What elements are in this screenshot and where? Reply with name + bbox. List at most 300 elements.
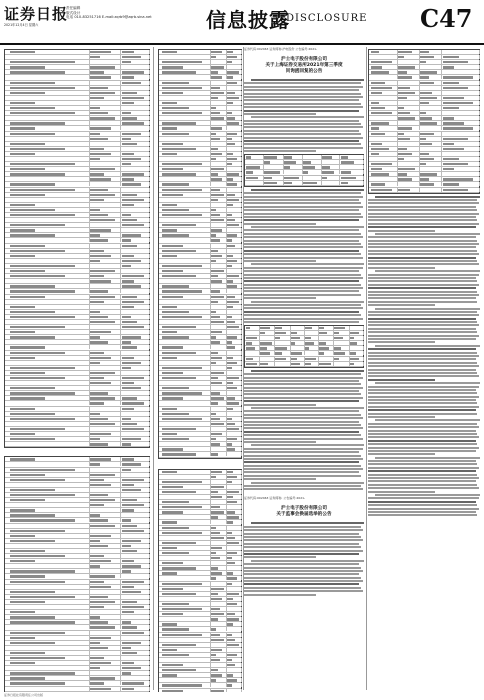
illegible-text (90, 270, 115, 272)
table-cell (226, 510, 242, 514)
illegible-text (162, 127, 177, 129)
table-cell (89, 233, 122, 237)
illegible-text (227, 326, 239, 328)
table-cell (210, 432, 227, 436)
illegible-text-line (368, 338, 476, 340)
table-cell (210, 556, 227, 560)
table-cell (226, 561, 242, 565)
table-cell (226, 627, 242, 631)
illegible-text (211, 618, 218, 620)
table-cell (226, 274, 242, 278)
table-cell (369, 60, 398, 64)
illegible-text (371, 112, 392, 114)
illegible-text (211, 608, 220, 610)
table-cell (349, 351, 364, 355)
table-cell (5, 116, 90, 120)
illegible-text (90, 148, 103, 150)
table-cell (226, 587, 242, 591)
illegible-text (122, 153, 134, 155)
illegible-text-line (368, 487, 479, 489)
illegible-text-line (244, 587, 361, 589)
column-announcement (244, 47, 364, 692)
table-cell (397, 75, 420, 79)
table-cell (120, 671, 150, 675)
illegible-text (10, 637, 35, 639)
table-cell (245, 331, 260, 335)
table-cell (226, 284, 242, 288)
illegible-text (246, 347, 255, 349)
illegible-text (420, 97, 437, 99)
table-cell (441, 121, 481, 125)
table-cell (89, 437, 122, 441)
table-cell (5, 554, 90, 558)
table-cell (283, 165, 303, 169)
illegible-text (122, 163, 131, 165)
illegible-text (90, 540, 100, 542)
table-cell (159, 485, 211, 489)
table-cell (89, 60, 122, 64)
illegible-text (227, 557, 231, 559)
table-cell (369, 111, 398, 115)
table-cell (441, 96, 481, 100)
table-cell (120, 681, 150, 685)
illegible-text (162, 418, 202, 420)
illegible-text (90, 178, 111, 180)
illegible-text (371, 122, 389, 124)
table-cell (120, 320, 150, 324)
illegible-text (162, 628, 189, 630)
table-cell (5, 687, 90, 691)
table-cell (275, 357, 291, 361)
table-cell (159, 597, 211, 601)
table-cell (5, 483, 90, 487)
illegible-text (90, 234, 100, 236)
illegible-text-line (244, 311, 359, 313)
table-cell (120, 600, 150, 604)
table-cell (5, 330, 90, 334)
illegible-text (227, 491, 239, 493)
illegible-text (10, 509, 35, 511)
table-cell (210, 177, 227, 181)
table-cell (89, 208, 122, 212)
table-cell (89, 198, 122, 202)
illegible-text-line (244, 140, 359, 142)
table-cell (226, 188, 242, 192)
illegible-text (211, 117, 224, 119)
illegible-text (334, 332, 339, 334)
table-cell (210, 249, 227, 253)
illegible-text (371, 153, 379, 155)
table-cell (5, 81, 90, 85)
illegible-text-line (244, 257, 363, 259)
illegible-text (227, 448, 235, 450)
table-cell (5, 422, 90, 426)
table-cell (5, 70, 90, 74)
table-cell (210, 55, 227, 59)
table-cell (5, 508, 90, 512)
illegible-text (10, 107, 55, 109)
illegible-text (211, 92, 224, 94)
table-cell (89, 172, 122, 176)
illegible-text (275, 347, 287, 349)
table-cell (159, 366, 211, 370)
illegible-text (371, 133, 386, 135)
table-cell (120, 544, 150, 548)
table-cell (159, 238, 211, 242)
announcement-title (244, 506, 364, 518)
illegible-text (122, 530, 144, 532)
table-cell (210, 452, 227, 456)
illegible-text-line (368, 335, 479, 337)
table-cell (89, 503, 122, 507)
illegible-text-line (251, 301, 364, 303)
illegible-text (90, 667, 100, 669)
table-cell (339, 170, 364, 174)
table-cell (210, 101, 227, 105)
table-cell (226, 622, 242, 626)
table-cell (283, 170, 303, 174)
table-cell (369, 75, 398, 79)
table-cell (5, 188, 90, 192)
table-cell (5, 595, 90, 599)
table-cell (226, 152, 242, 156)
illegible-text (211, 260, 216, 262)
table-cell (259, 326, 275, 330)
table-cell (89, 121, 122, 125)
table-cell (226, 162, 242, 166)
table-cell (226, 427, 242, 431)
illegible-text (211, 199, 218, 201)
table-cell (210, 633, 227, 637)
illegible-text (122, 326, 144, 328)
table-cell (120, 615, 150, 619)
table-cell (89, 427, 122, 431)
illegible-text-line (368, 386, 479, 388)
table-cell (5, 559, 90, 563)
illegible-text (122, 621, 131, 623)
table-cell (397, 65, 420, 69)
illegible-text (246, 177, 258, 179)
header-rule (0, 43, 484, 45)
illegible-text (162, 664, 183, 666)
illegible-text-line (244, 533, 359, 535)
illegible-text (211, 127, 222, 129)
table-cell (369, 121, 398, 125)
illegible-text (291, 342, 295, 344)
table-cell (120, 590, 150, 594)
table-cell (210, 668, 227, 672)
table-cell (226, 592, 242, 596)
table-cell (226, 689, 242, 692)
illegible-text-line (244, 96, 363, 98)
table-cell (89, 605, 122, 609)
illegible-text (227, 341, 231, 343)
table-cell (159, 658, 211, 662)
illegible-text (10, 194, 45, 196)
illegible-text (90, 494, 107, 496)
table-cell (210, 152, 227, 156)
table-cell (5, 600, 90, 604)
illegible-text (246, 342, 252, 344)
table-cell (226, 126, 242, 130)
illegible-text-line (368, 341, 435, 343)
table-cell (5, 493, 90, 497)
illegible-text (227, 542, 239, 544)
illegible-text (162, 583, 202, 585)
illegible-text (122, 469, 131, 471)
illegible-text (122, 204, 134, 206)
illegible-text-line (244, 451, 359, 453)
table-cell (397, 81, 420, 85)
illegible-text-line (244, 89, 359, 91)
table-cell (89, 625, 122, 629)
table-cell (5, 417, 90, 421)
table-cell (120, 391, 150, 395)
illegible-text-line (244, 110, 359, 112)
illegible-text (211, 341, 220, 343)
illegible-text (162, 572, 177, 574)
illegible-text (371, 102, 379, 104)
table-cell (369, 86, 398, 90)
table-cell (120, 371, 150, 375)
illegible-text (90, 504, 103, 506)
illegible-text-line (244, 137, 363, 139)
illegible-text (211, 138, 220, 140)
illegible-text (211, 153, 222, 155)
illegible-text (211, 290, 220, 292)
illegible-text (398, 71, 407, 73)
illegible-text (10, 229, 35, 231)
illegible-text (162, 357, 177, 359)
table-cell (259, 362, 275, 366)
illegible-text (305, 327, 313, 329)
table-cell (89, 75, 122, 79)
illegible-text-line (244, 223, 316, 225)
illegible-text (122, 581, 144, 583)
table-cell (89, 366, 122, 370)
illegible-text (341, 182, 348, 184)
illegible-text (10, 387, 55, 389)
table-cell (397, 55, 420, 59)
table-cell (419, 182, 442, 186)
table-cell (210, 536, 227, 540)
table-cell (441, 142, 481, 146)
table-cell (397, 70, 420, 74)
illegible-text (162, 209, 189, 211)
table-cell (120, 289, 150, 293)
table-cell (89, 162, 122, 166)
illegible-text (10, 122, 65, 124)
table-cell (275, 326, 291, 330)
table-cell (5, 656, 90, 660)
table-cell (120, 193, 150, 197)
table-cell (120, 386, 150, 390)
illegible-text (319, 363, 331, 365)
table-cell (89, 478, 122, 482)
illegible-text (371, 71, 389, 73)
illegible-text (10, 418, 75, 420)
illegible-text-line (244, 526, 361, 528)
table-cell (210, 510, 227, 514)
table-cell (120, 503, 150, 507)
table-cell (210, 683, 227, 687)
table-cell (89, 666, 122, 670)
table-cell (349, 346, 364, 350)
illegible-text (420, 178, 429, 180)
table-cell (120, 208, 150, 212)
illegible-text (162, 567, 196, 569)
illegible-text-line (368, 246, 476, 248)
illegible-text (162, 346, 183, 348)
illegible-text-line (368, 263, 479, 265)
illegible-text (10, 642, 55, 644)
table-cell (397, 152, 420, 156)
illegible-text (90, 616, 100, 618)
table-cell (120, 300, 150, 304)
table-cell (302, 170, 322, 174)
table-cell (210, 193, 227, 197)
table-cell (226, 648, 242, 652)
table-cell (226, 147, 242, 151)
illegible-text (10, 621, 75, 623)
table-cell (5, 585, 90, 589)
illegible-text (227, 438, 237, 440)
table-cell (120, 462, 150, 466)
illegible-text (227, 428, 239, 430)
illegible-text (211, 372, 224, 374)
table-cell (226, 325, 242, 329)
table-cell (369, 55, 398, 59)
table-cell (159, 320, 211, 324)
table-cell (369, 96, 398, 100)
illegible-text (122, 479, 144, 481)
illegible-text (162, 133, 189, 135)
table-cell (210, 167, 227, 171)
table-cell (89, 284, 122, 288)
illegible-text-line (244, 455, 361, 457)
illegible-text (162, 608, 202, 610)
illegible-text (227, 102, 233, 104)
table-cell (159, 407, 211, 411)
table-cell (159, 561, 211, 565)
table-cell (5, 432, 90, 436)
illegible-text (90, 626, 115, 628)
table-cell (210, 658, 227, 662)
table-cell (210, 612, 227, 616)
table-cell (5, 142, 90, 146)
table-cell (159, 432, 211, 436)
table-row (5, 442, 149, 447)
illegible-text (162, 387, 189, 389)
illegible-text (350, 358, 359, 360)
table-cell (120, 422, 150, 426)
illegible-text-line (368, 426, 479, 428)
illegible-text-line (244, 468, 363, 470)
illegible-text (227, 572, 233, 574)
illegible-text (90, 97, 103, 99)
illegible-text (122, 397, 138, 399)
illegible-text (398, 92, 415, 94)
table-cell (5, 442, 90, 446)
illegible-text (90, 92, 115, 94)
table-cell (120, 488, 150, 492)
illegible-text (443, 61, 468, 63)
table-cell (120, 198, 150, 202)
table-cell (89, 315, 122, 319)
illegible-text-line (244, 580, 363, 582)
table-cell (159, 417, 211, 421)
illegible-text-line (244, 123, 361, 125)
illegible-text (420, 163, 427, 165)
table-row (245, 362, 363, 367)
table-cell (5, 518, 90, 522)
table-cell (89, 167, 122, 171)
illegible-text (211, 634, 220, 636)
table-cell (369, 167, 398, 171)
table-cell (89, 539, 122, 543)
table-cell (210, 447, 227, 451)
table-cell (89, 381, 122, 385)
table-cell (339, 176, 364, 180)
illegible-text (420, 122, 437, 124)
table-cell (159, 86, 211, 90)
table-cell (226, 638, 242, 642)
table-cell (441, 75, 481, 79)
table-cell (441, 177, 481, 181)
illegible-text (334, 327, 344, 329)
table-cell (226, 470, 242, 474)
illegible-text (398, 127, 413, 129)
table-cell (334, 351, 350, 355)
illegible-text (10, 66, 45, 68)
illegible-text (122, 418, 131, 420)
illegible-text (10, 372, 45, 374)
table-cell (226, 480, 242, 484)
illegible-text (122, 642, 141, 644)
table-cell (210, 75, 227, 79)
table-cell (5, 610, 90, 614)
table-cell (5, 671, 90, 675)
table-cell (159, 391, 211, 395)
illegible-text (90, 682, 103, 684)
illegible-text-line (368, 399, 476, 401)
illegible-text (162, 588, 183, 590)
table-cell (159, 643, 211, 647)
table-row (369, 188, 479, 193)
illegible-text (90, 357, 111, 359)
table-cell (89, 524, 122, 528)
illegible-text (90, 66, 115, 68)
table-cell (226, 305, 242, 309)
table-cell (210, 602, 227, 606)
table-cell (210, 361, 227, 365)
table-cell (5, 60, 90, 64)
table-cell (210, 689, 227, 692)
table-cell (89, 483, 122, 487)
table-cell (441, 126, 481, 130)
table-cell (89, 305, 122, 309)
illegible-text (90, 112, 107, 114)
illegible-text (162, 481, 202, 483)
table-cell (226, 310, 242, 314)
illegible-text (398, 173, 407, 175)
table-cell (419, 167, 442, 171)
illegible-text (10, 285, 55, 287)
illegible-text (260, 332, 265, 334)
table-cell (120, 259, 150, 263)
table-cell (226, 289, 242, 293)
illegible-text (211, 537, 224, 539)
